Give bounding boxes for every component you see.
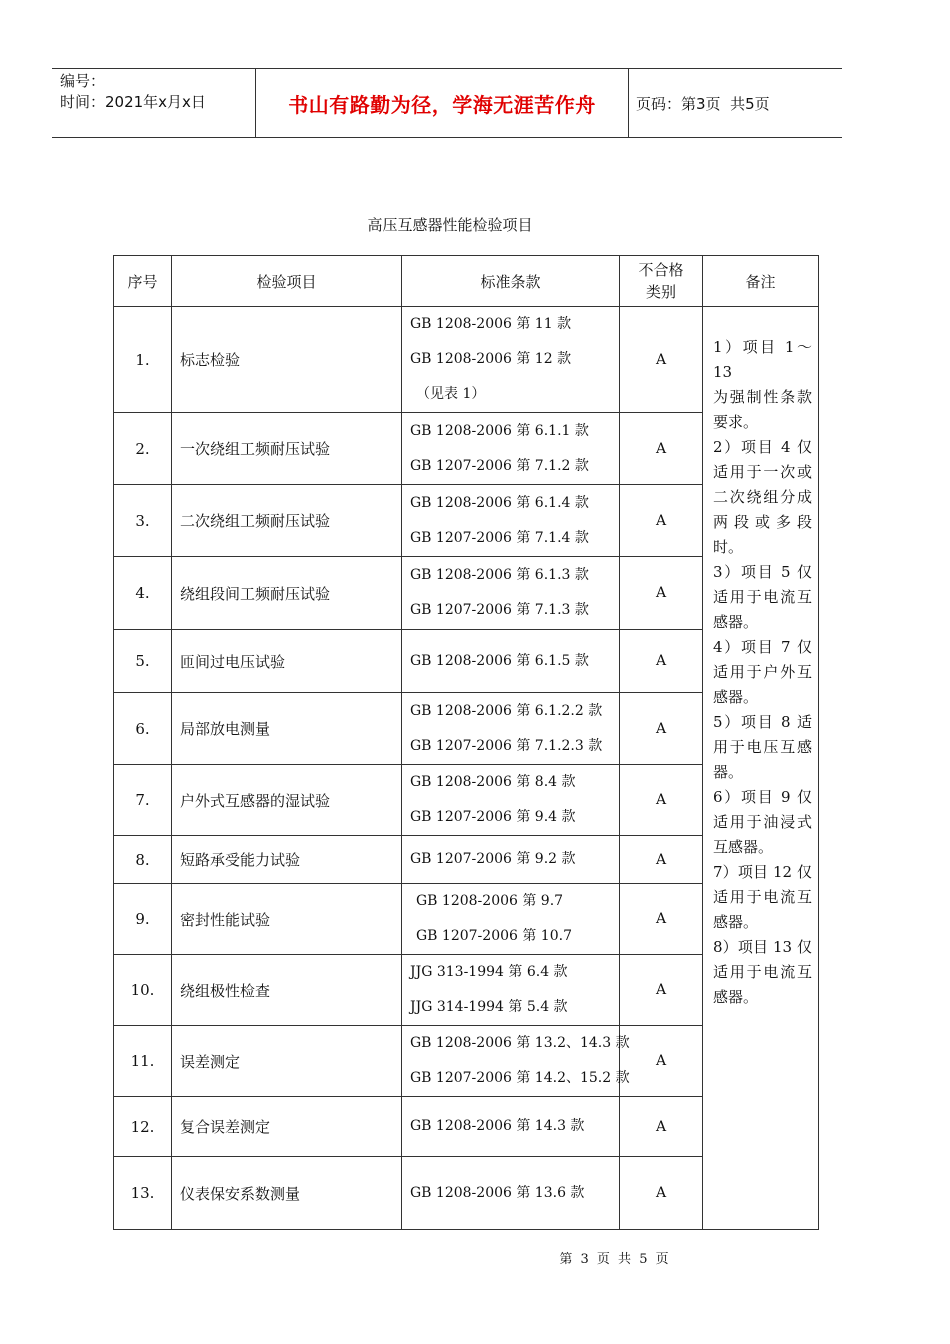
row-standard — [402, 413, 620, 485]
motto: 书山有路勤为径，学海无涯苦作舟 — [288, 92, 596, 117]
header-item: 检验项目 — [172, 256, 402, 307]
row-item: 二次绕组工频耐压试验 — [172, 485, 402, 557]
row-class: A — [620, 485, 703, 557]
row-number: 7. — [114, 765, 172, 836]
row-item: 复合误差测定 — [172, 1097, 402, 1157]
standard-clause: GB 1208-2006 第 14.3 款 — [410, 1118, 585, 1134]
row-class: A — [620, 1157, 703, 1230]
row-item: 绕组段间工频耐压试验 — [172, 557, 402, 630]
standard-clause: GB 1207-2006 第 9.4 款 — [410, 809, 576, 825]
row-standard — [402, 955, 620, 1026]
header-meta — [60, 71, 254, 135]
row-item: 密封性能试验 — [172, 884, 402, 955]
row-class: A — [620, 836, 703, 884]
row-number: 11. — [114, 1026, 172, 1097]
header-class — [620, 256, 703, 307]
standard-clause: GB 1208-2006 第 9.7 — [416, 893, 564, 909]
standard-clause: GB 1207-2006 第 7.1.4 款 — [410, 529, 589, 546]
row-class: A — [620, 955, 703, 1026]
row-standard — [402, 884, 620, 955]
standard-clause: GB 1207-2006 第 7.1.3 款 — [410, 602, 589, 618]
footer-page-text: 第 3 页 共 5 页 — [559, 1252, 671, 1267]
row-standard — [402, 765, 620, 836]
row-class: A — [620, 413, 703, 485]
row-class: A — [620, 1026, 703, 1097]
row-number: 9. — [114, 884, 172, 955]
row-class: A — [620, 693, 703, 765]
row-standard — [402, 557, 620, 630]
header-remarks: 备注 — [703, 256, 819, 307]
row-item: 误差测定 — [172, 1026, 402, 1097]
standard-clause: GB 1207-2006 第 14.2、15.2 款 — [410, 1070, 630, 1086]
standard-clause: GB 1208-2006 第 13.6 款 — [410, 1184, 585, 1201]
row-item: 绕组极性检查 — [172, 955, 402, 1026]
row-standard — [402, 1026, 630, 1097]
standard-clause: GB 1208-2006 第 6.1.3 款 — [410, 567, 589, 583]
header-class-line2: 类别 — [645, 283, 676, 301]
page-label-text: 页码：第3页 共5页 — [636, 94, 770, 113]
row-standard — [402, 1157, 620, 1230]
standard-clause: GB 1208-2006 第 6.1.4 款 — [410, 494, 589, 511]
table-body — [114, 307, 819, 1230]
header-standard: 标准条款 — [402, 256, 620, 307]
standard-clause: GB 1207-2006 第 10.7 — [416, 928, 572, 944]
time-label: 时间：2021年x月x日 — [60, 93, 206, 111]
header-class-line1: 不合格 — [638, 261, 684, 279]
row-item: 一次绕组工频耐压试验 — [172, 413, 402, 485]
row-number: 4. — [114, 557, 172, 630]
remark-line: 6）项目 9 仅适用于油浸式互感器。 — [713, 788, 812, 856]
remark-line: 2）项目 4 仅适用于一次或二次绕组分成两段或多段时。 — [713, 438, 812, 556]
standard-clause: GB 1207-2006 第 7.1.2 款 — [410, 457, 589, 474]
header-divider — [628, 69, 629, 137]
remarks-cell — [703, 307, 819, 1230]
row-standard — [402, 693, 620, 765]
remark-line: 为强制性条款要求。 — [713, 388, 812, 431]
row-item: 仪表保安系数测量 — [172, 1157, 402, 1230]
row-item: 标志检验 — [172, 307, 402, 413]
row-item: 匝间过电压试验 — [172, 630, 402, 693]
row-number: 13. — [114, 1157, 172, 1230]
row-number: 5. — [114, 630, 172, 693]
standard-clause: JJG 314-1994 第 5.4 款 — [410, 999, 568, 1015]
table-header-row — [114, 256, 819, 307]
standard-clause: （见表 1） — [416, 386, 486, 402]
row-class: A — [620, 884, 703, 955]
row-item: 短路承受能力试验 — [172, 836, 402, 884]
remark-line: 4）项目 7 仅适用于户外互感器。 — [713, 638, 812, 706]
standard-clause: JJG 313-1994 第 6.4 款 — [410, 964, 568, 980]
row-standard — [402, 1097, 620, 1157]
header-no: 序号 — [114, 256, 172, 307]
row-standard — [402, 485, 620, 557]
row-standard — [402, 307, 620, 413]
standard-clause: GB 1208-2006 第 11 款 — [410, 316, 572, 332]
standard-clause: GB 1208-2006 第 12 款 — [410, 351, 572, 367]
standard-clause: GB 1208-2006 第 6.1.1 款 — [410, 422, 589, 439]
standard-clause: GB 1208-2006 第 6.1.2.2 款 — [410, 702, 603, 719]
row-standard — [402, 836, 620, 884]
number-label: 编号： — [60, 72, 106, 90]
row-number: 8. — [114, 836, 172, 884]
remark-line: 8）项目 13 仅适用于电流互感器。 — [713, 938, 812, 1006]
row-class: A — [620, 630, 703, 693]
inspection-table — [113, 255, 819, 1230]
standard-clause: GB 1208-2006 第 8.4 款 — [410, 774, 576, 790]
standard-clause: GB 1207-2006 第 9.2 款 — [410, 851, 576, 867]
header-page-label — [636, 69, 836, 137]
remark-line: 1）项目 1～13 — [713, 338, 812, 381]
row-item: 户外式互感器的湿试验 — [172, 765, 402, 836]
row-class: A — [620, 307, 703, 413]
row-class: A — [620, 1097, 703, 1157]
row-number: 10. — [114, 955, 172, 1026]
row-class: A — [620, 765, 703, 836]
row-number: 2. — [114, 413, 172, 485]
standard-clause: GB 1207-2006 第 7.1.2.3 款 — [410, 737, 603, 754]
remark-line: 3）项目 5 仅适用于电流互感器。 — [713, 563, 812, 631]
standard-clause: GB 1208-2006 第 6.1.5 款 — [410, 652, 589, 669]
row-class: A — [620, 557, 703, 630]
row-number: 1. — [114, 307, 172, 413]
row-number: 6. — [114, 693, 172, 765]
remark-line: 7）项目 12 仅适用于电流互感器。 — [713, 863, 812, 931]
page-footer — [0, 1248, 950, 1267]
standard-clause: GB 1208-2006 第 13.2、14.3 款 — [410, 1035, 630, 1051]
row-standard — [402, 630, 620, 693]
row-number: 3. — [114, 485, 172, 557]
row-number: 12. — [114, 1097, 172, 1157]
page-header — [52, 68, 842, 138]
table-row — [114, 307, 819, 413]
document-title: 高压互感器性能检验项目 — [367, 216, 533, 234]
remark-line: 5）项目 8 适用于电压互感器。 — [713, 713, 812, 781]
row-item: 局部放电测量 — [172, 693, 402, 765]
